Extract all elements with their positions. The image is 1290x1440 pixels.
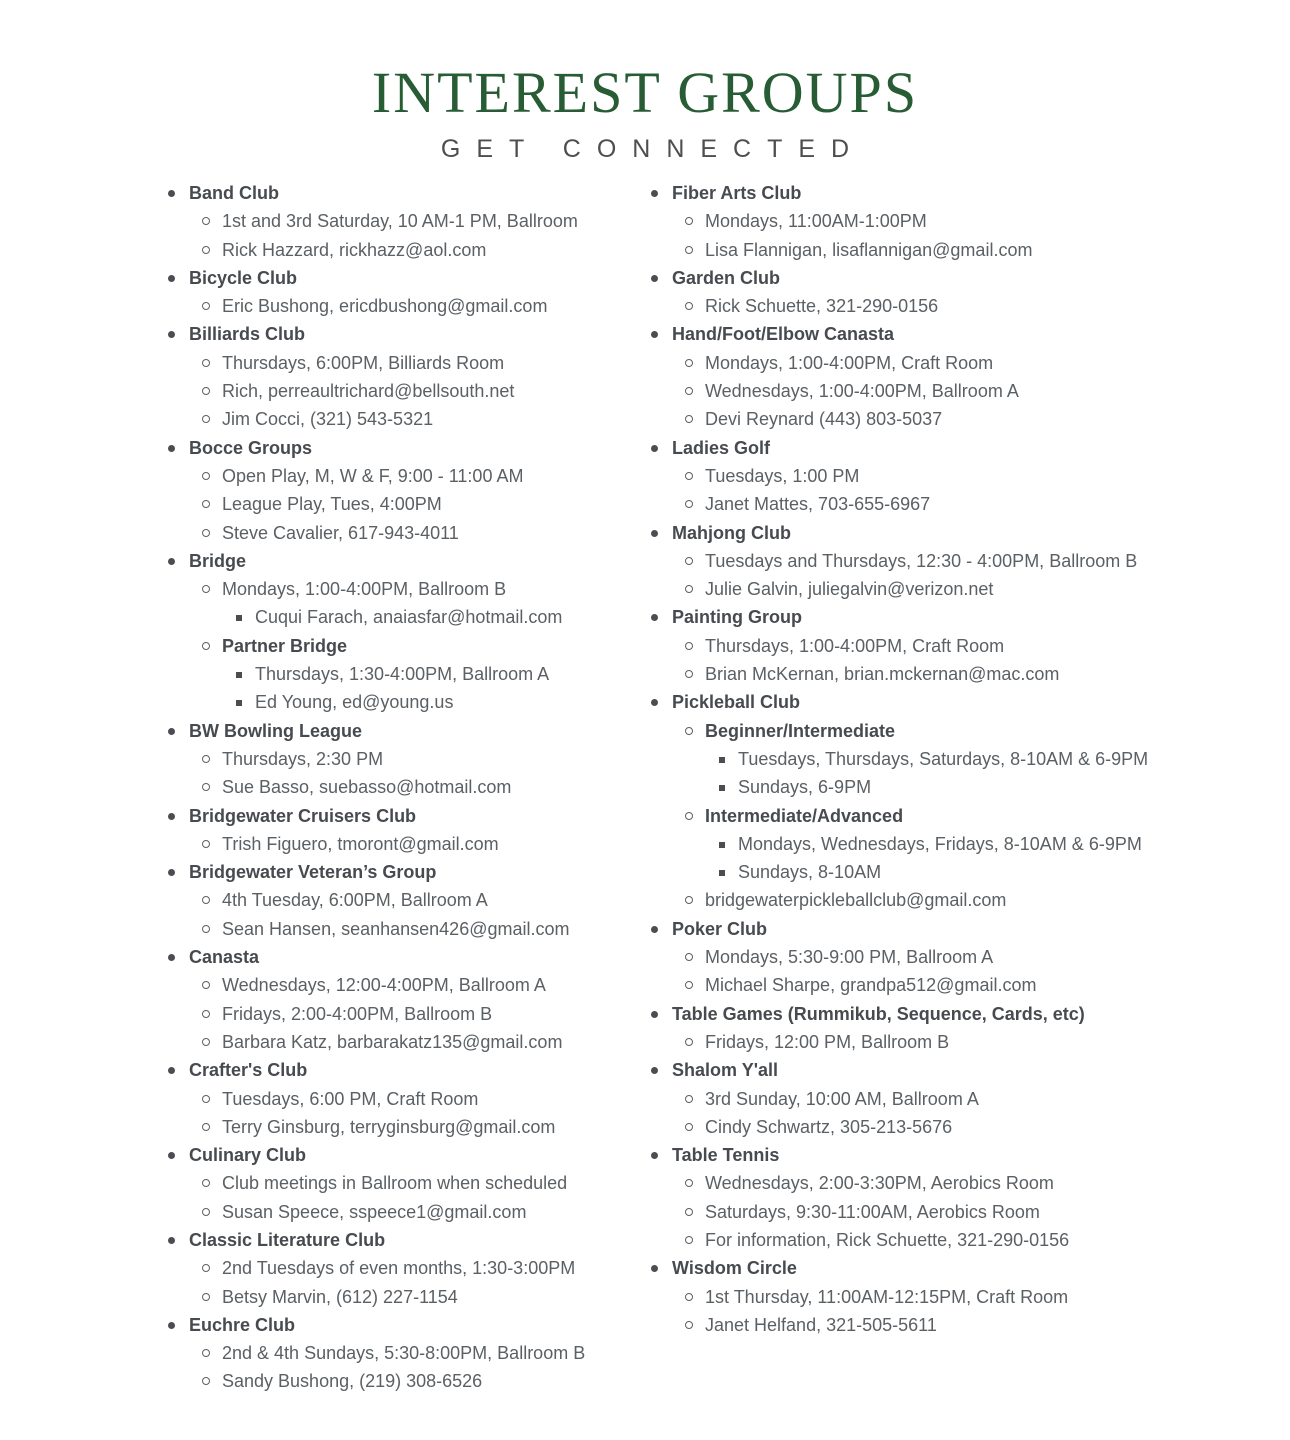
group-header (164, 434, 647, 462)
group-item (647, 1198, 1267, 1226)
group-name: Table Tennis (672, 1145, 780, 1166)
item-text: 2nd & 4th Sundays, 5:30-8:00PM, Ballroom B (222, 1343, 586, 1364)
bullet-circle-icon (685, 981, 693, 989)
item-text: For information, Rick Schuette, 321-290-0156 (705, 1229, 1070, 1250)
group-item (647, 236, 1267, 264)
group-name: Poker Club (672, 918, 768, 939)
group-header (647, 915, 1267, 943)
group-item (647, 377, 1267, 405)
bullet-circle-icon (202, 246, 210, 254)
bullet-disc-icon (168, 190, 175, 197)
bullet-circle-icon (202, 1264, 210, 1272)
group-item (164, 660, 647, 688)
group-name: Painting Group (672, 607, 802, 628)
bullet-circle-icon (685, 472, 693, 480)
page-header (0, 0, 1290, 164)
item-text: 1st and 3rd Saturday, 10 AM-1 PM, Ballroom (222, 211, 578, 232)
group-item (164, 830, 647, 858)
bullet-disc-icon (651, 926, 658, 933)
item-text: Rick Schuette, 321-290-0156 (705, 296, 939, 317)
bullet-circle-icon (202, 415, 210, 423)
bullet-circle-icon (202, 217, 210, 225)
group-item (164, 405, 647, 433)
bullet-disc-icon (651, 1011, 658, 1018)
bullet-circle-icon (685, 359, 693, 367)
group-header (164, 547, 647, 575)
bullet-circle-icon (685, 1179, 693, 1187)
group-header (164, 1056, 647, 1084)
group-header (164, 320, 647, 348)
item-text: Wednesdays, 12:00-4:00PM, Ballroom A (222, 975, 546, 996)
bullet-circle-icon (202, 981, 210, 989)
group-item (164, 886, 647, 914)
item-text: Tuesdays, 6:00 PM, Craft Room (222, 1088, 479, 1109)
group-name: Shalom Y'all (672, 1060, 778, 1081)
item-text: Terry Ginsburg, terryginsburg@gmail.com (222, 1116, 556, 1137)
group-header (164, 1226, 647, 1254)
bullet-square-icon (236, 672, 242, 678)
group-item (647, 858, 1267, 886)
interest-group (164, 320, 647, 433)
group-item (164, 292, 647, 320)
group-header (164, 264, 647, 292)
group-name: Hand/Foot/Elbow Canasta (672, 324, 895, 345)
interest-group (164, 1311, 647, 1396)
page-title: INTEREST GROUPS (371, 60, 919, 125)
item-text: 1st Thursday, 11:00AM-12:15PM, Craft Room (705, 1286, 1069, 1307)
bullet-circle-icon (202, 896, 210, 904)
bullet-circle-icon (685, 302, 693, 310)
interest-group (164, 1056, 647, 1141)
bullet-circle-icon (685, 1321, 693, 1329)
bullet-circle-icon (202, 387, 210, 395)
group-name: Garden Club (672, 267, 781, 288)
bullet-circle-icon (685, 585, 693, 593)
interest-group (647, 179, 1267, 264)
bullet-circle-icon (685, 217, 693, 225)
group-item (164, 462, 647, 490)
bullet-circle-icon (685, 1208, 693, 1216)
item-text: Fridays, 12:00 PM, Ballroom B (705, 1031, 950, 1052)
bullet-disc-icon (168, 813, 175, 820)
bullet-circle-icon (685, 1236, 693, 1244)
bullet-circle-icon (202, 1179, 210, 1187)
group-subheader (647, 802, 1267, 830)
group-item (164, 745, 647, 773)
item-text: Mondays, 11:00AM-1:00PM (705, 211, 927, 232)
bullet-circle-icon (202, 472, 210, 480)
group-header (164, 802, 647, 830)
group-item (647, 1113, 1267, 1141)
bullet-circle-icon (202, 359, 210, 367)
bullet-circle-icon (202, 1095, 210, 1103)
bullet-disc-icon (168, 1237, 175, 1244)
bullet-circle-icon (685, 1123, 693, 1131)
item-text: Julie Galvin, juliegalvin@verizon.net (705, 579, 994, 600)
bullet-circle-icon (685, 1095, 693, 1103)
item-text: Tuesdays, Thursdays, Saturdays, 8-10AM & 6-9PM (738, 748, 1149, 769)
bullet-square-icon (719, 870, 725, 876)
group-item (647, 207, 1267, 235)
group-name: Pickleball Club (672, 692, 801, 713)
group-item (647, 349, 1267, 377)
bullet-disc-icon (651, 699, 658, 706)
group-header (647, 264, 1267, 292)
group-header (164, 1141, 647, 1169)
item-text: Wednesdays, 2:00-3:30PM, Aerobics Room (705, 1173, 1054, 1194)
group-item (647, 547, 1267, 575)
item-text: League Play, Tues, 4:00PM (222, 494, 442, 515)
group-item (647, 1311, 1267, 1339)
group-header (164, 858, 647, 886)
group-name: Euchre Club (189, 1314, 296, 1335)
item-text: Janet Helfand, 321-505-5611 (705, 1314, 937, 1335)
group-subheader (647, 717, 1267, 745)
interest-group (647, 688, 1267, 914)
left-column (164, 179, 647, 1396)
group-item (647, 490, 1267, 518)
group-item (164, 603, 647, 631)
bullet-circle-icon (202, 1038, 210, 1046)
item-text: 3rd Sunday, 10:00 AM, Ballroom A (705, 1088, 979, 1109)
item-text: Thursdays, 6:00PM, Billiards Room (222, 352, 505, 373)
item-text: Lisa Flannigan, lisaflannigan@gmail.com (705, 239, 1033, 260)
interest-group (647, 1141, 1267, 1254)
item-text: Club meetings in Ballroom when scheduled (222, 1173, 568, 1194)
item-text: Michael Sharpe, grandpa512@gmail.com (705, 975, 1037, 996)
bullet-circle-icon (685, 1293, 693, 1301)
bullet-disc-icon (651, 190, 658, 197)
item-text: Partner Bridge (222, 635, 348, 656)
interest-group (647, 519, 1267, 604)
bullet-circle-icon (202, 1349, 210, 1357)
group-header (647, 1254, 1267, 1282)
item-text: Mondays, 5:30-9:00 PM, Ballroom A (705, 947, 994, 968)
group-header (647, 1056, 1267, 1084)
item-text: Trish Figuero, tmoront@gmail.com (222, 833, 499, 854)
bullet-circle-icon (202, 642, 210, 650)
interest-group (164, 802, 647, 859)
group-name: Bocce Groups (189, 437, 313, 458)
group-name: Classic Literature Club (189, 1229, 386, 1250)
bullet-disc-icon (168, 331, 175, 338)
item-text: Sundays, 6-9PM (738, 777, 872, 798)
group-item (647, 1028, 1267, 1056)
item-text: Saturdays, 9:30-11:00AM, Aerobics Room (705, 1201, 1040, 1222)
item-text: Sue Basso, suebasso@hotmail.com (222, 777, 512, 798)
group-name: Bridgewater Cruisers Club (189, 805, 417, 826)
group-item (647, 1169, 1267, 1197)
group-item (164, 1254, 647, 1282)
interest-group (164, 547, 647, 717)
interest-group (647, 434, 1267, 519)
bullet-square-icon (236, 615, 242, 621)
bullet-circle-icon (685, 896, 693, 904)
item-text: 4th Tuesday, 6:00PM, Ballroom A (222, 890, 488, 911)
bullet-circle-icon (202, 925, 210, 933)
group-item (164, 1085, 647, 1113)
group-item (647, 745, 1267, 773)
group-item (164, 490, 647, 518)
item-text: Ed Young, ed@young.us (255, 692, 454, 713)
interest-group (647, 320, 1267, 433)
group-item (164, 1028, 647, 1056)
group-name: Crafter's Club (189, 1060, 308, 1081)
item-text: Fridays, 2:00-4:00PM, Ballroom B (222, 1003, 493, 1024)
group-item (647, 886, 1267, 914)
group-item (647, 1226, 1267, 1254)
item-text: Susan Speece, sspeece1@gmail.com (222, 1201, 527, 1222)
group-item (164, 349, 647, 377)
item-text: Janet Mattes, 703-655-6967 (705, 494, 931, 515)
bullet-circle-icon (202, 1208, 210, 1216)
group-item (647, 632, 1267, 660)
interest-group (647, 915, 1267, 1000)
group-header (647, 1141, 1267, 1169)
bullet-circle-icon (685, 670, 693, 678)
bullet-disc-icon (651, 445, 658, 452)
group-name: Bicycle Club (189, 267, 298, 288)
bullet-circle-icon (685, 812, 693, 820)
group-item (647, 773, 1267, 801)
group-name: Mahjong Club (672, 522, 791, 543)
bullet-circle-icon (202, 585, 210, 593)
group-name: Culinary Club (189, 1145, 307, 1166)
item-text: Thursdays, 1:30-4:00PM, Ballroom A (255, 664, 550, 685)
group-item (164, 1339, 647, 1367)
group-item (647, 1085, 1267, 1113)
interest-group (164, 943, 647, 1056)
bullet-circle-icon (202, 500, 210, 508)
group-item (164, 915, 647, 943)
bullet-disc-icon (168, 275, 175, 282)
group-header (164, 943, 647, 971)
bullet-square-icon (236, 700, 242, 706)
group-name: Band Club (189, 183, 279, 203)
group-header (647, 603, 1267, 631)
bullet-square-icon (719, 842, 725, 848)
bullet-circle-icon (685, 415, 693, 423)
group-item (164, 207, 647, 235)
bullet-disc-icon (651, 1067, 658, 1074)
group-name: BW Bowling League (189, 720, 362, 741)
group-header (647, 688, 1267, 716)
item-text: Sean Hansen, seanhansen426@gmail.com (222, 918, 570, 939)
item-text: Mondays, 1:00-4:00PM, Craft Room (705, 352, 994, 373)
interest-group (647, 1254, 1267, 1339)
bullet-circle-icon (685, 246, 693, 254)
item-text: Thursdays, 2:30 PM (222, 748, 384, 769)
group-header (647, 434, 1267, 462)
item-text: Barbara Katz, barbarakatz135@gmail.com (222, 1031, 563, 1052)
bullet-circle-icon (202, 302, 210, 310)
item-text: Sundays, 8-10AM (738, 862, 882, 883)
group-item (164, 688, 647, 716)
group-name: Ladies Golf (672, 437, 771, 458)
bullet-disc-icon (651, 1265, 658, 1272)
bullet-circle-icon (202, 755, 210, 763)
interest-group (164, 179, 647, 264)
bullet-circle-icon (202, 1293, 210, 1301)
bullet-circle-icon (202, 783, 210, 791)
group-item (647, 292, 1267, 320)
group-item (164, 1000, 647, 1028)
interest-group (164, 264, 647, 321)
bullet-disc-icon (168, 728, 175, 735)
item-text: Tuesdays, 1:00 PM (705, 465, 860, 486)
group-name: Fiber Arts Club (672, 183, 802, 203)
group-item (164, 519, 647, 547)
bullet-disc-icon (651, 614, 658, 621)
interest-group (647, 1000, 1267, 1057)
item-text: Open Play, M, W & F, 9:00 - 11:00 AM (222, 465, 524, 486)
interest-group (164, 858, 647, 943)
interest-group (647, 1056, 1267, 1141)
bullet-circle-icon (685, 1038, 693, 1046)
item-text: Sandy Bushong, (219) 308-6526 (222, 1371, 483, 1392)
group-name: Canasta (189, 947, 260, 968)
item-text: Jim Cocci, (321) 543-5321 (222, 409, 434, 430)
bullet-disc-icon (168, 954, 175, 961)
item-text: Brian McKernan, brian.mckernan@mac.com (705, 664, 1060, 685)
interest-group (164, 1226, 647, 1311)
group-item (647, 1283, 1267, 1311)
item-text: Cuqui Farach, anaiasfar@hotmail.com (255, 607, 563, 628)
item-text: Rich, perreaultrichard@bellsouth.net (222, 381, 515, 402)
right-column (647, 179, 1267, 1396)
interest-group (164, 434, 647, 547)
group-header (647, 519, 1267, 547)
bullet-disc-icon (168, 558, 175, 565)
item-text: Eric Bushong, ericdbushong@gmail.com (222, 296, 548, 317)
bullet-disc-icon (168, 1152, 175, 1159)
group-item (647, 830, 1267, 858)
bullet-square-icon (719, 785, 725, 791)
interest-group (164, 717, 647, 802)
group-item (164, 1283, 647, 1311)
bullet-circle-icon (685, 387, 693, 395)
bullet-disc-icon (168, 869, 175, 876)
group-item (647, 943, 1267, 971)
bullet-disc-icon (651, 275, 658, 282)
bullet-disc-icon (168, 1322, 175, 1329)
group-item (647, 660, 1267, 688)
bullet-disc-icon (168, 1067, 175, 1074)
group-item (164, 236, 647, 264)
group-item (164, 1198, 647, 1226)
group-header (164, 1311, 647, 1339)
bullet-disc-icon (168, 445, 175, 452)
group-item (647, 575, 1267, 603)
item-text: Mondays, Wednesdays, Fridays, 8-10AM & 6-9PM (738, 833, 1142, 854)
item-text: 2nd Tuesdays of even months, 1:30-3:00PM (222, 1258, 576, 1279)
bullet-circle-icon (685, 953, 693, 961)
bullet-circle-icon (202, 1123, 210, 1131)
bullet-circle-icon (685, 500, 693, 508)
group-header (647, 1000, 1267, 1028)
group-item (164, 1113, 647, 1141)
page-subtitle: GET CONNECTED (440, 135, 866, 163)
item-text: Intermediate/Advanced (705, 805, 904, 826)
group-item (164, 377, 647, 405)
group-item (647, 462, 1267, 490)
group-header (164, 717, 647, 745)
group-item (647, 405, 1267, 433)
groups-list-container (0, 179, 1290, 1396)
bullet-square-icon (719, 757, 725, 763)
item-text: Cindy Schwartz, 305-213-5676 (705, 1116, 953, 1137)
interest-group (647, 264, 1267, 321)
item-text: Betsy Marvin, (612) 227-1154 (222, 1286, 458, 1307)
group-item (164, 773, 647, 801)
item-text: bridgewaterpickleballclub@gmail.com (705, 890, 1007, 911)
bullet-circle-icon (685, 642, 693, 650)
interest-group (164, 1141, 647, 1226)
bullet-circle-icon (202, 529, 210, 537)
item-text: Devi Reynard (443) 803-5037 (705, 409, 943, 430)
group-name: Billiards Club (189, 324, 306, 345)
group-item (164, 575, 647, 603)
item-text: Steve Cavalier, 617-943-4011 (222, 522, 459, 543)
bullet-circle-icon (685, 727, 693, 735)
bullet-circle-icon (202, 840, 210, 848)
group-item (647, 971, 1267, 999)
bullet-circle-icon (685, 557, 693, 565)
bullet-circle-icon (202, 1377, 210, 1385)
group-name: Wisdom Circle (672, 1258, 797, 1279)
item-text: Beginner/Intermediate (705, 720, 896, 741)
item-text: Rick Hazzard, rickhazz@aol.com (222, 239, 487, 260)
bullet-disc-icon (651, 530, 658, 537)
group-item (164, 1169, 647, 1197)
bullet-disc-icon (651, 1152, 658, 1159)
item-text: Wednesdays, 1:00-4:00PM, Ballroom A (705, 381, 1019, 402)
item-text: Thursdays, 1:00-4:00PM, Craft Room (705, 635, 1005, 656)
group-subheader (164, 632, 647, 660)
group-header (647, 179, 1267, 207)
group-name: Table Games (Rummikub, Sequence, Cards, etc) (672, 1003, 1085, 1024)
bullet-circle-icon (202, 1010, 210, 1018)
group-header (647, 320, 1267, 348)
group-name: Bridgewater Veteran’s Group (189, 862, 437, 883)
bullet-disc-icon (651, 331, 658, 338)
group-item (164, 971, 647, 999)
item-text: Tuesdays and Thursdays, 12:30 - 4:00PM, Ballroom B (705, 550, 1138, 571)
interest-group (647, 603, 1267, 688)
group-header (164, 179, 647, 207)
item-text: Mondays, 1:00-4:00PM, Ballroom B (222, 579, 507, 600)
group-item (164, 1367, 647, 1395)
group-name: Bridge (189, 550, 247, 571)
